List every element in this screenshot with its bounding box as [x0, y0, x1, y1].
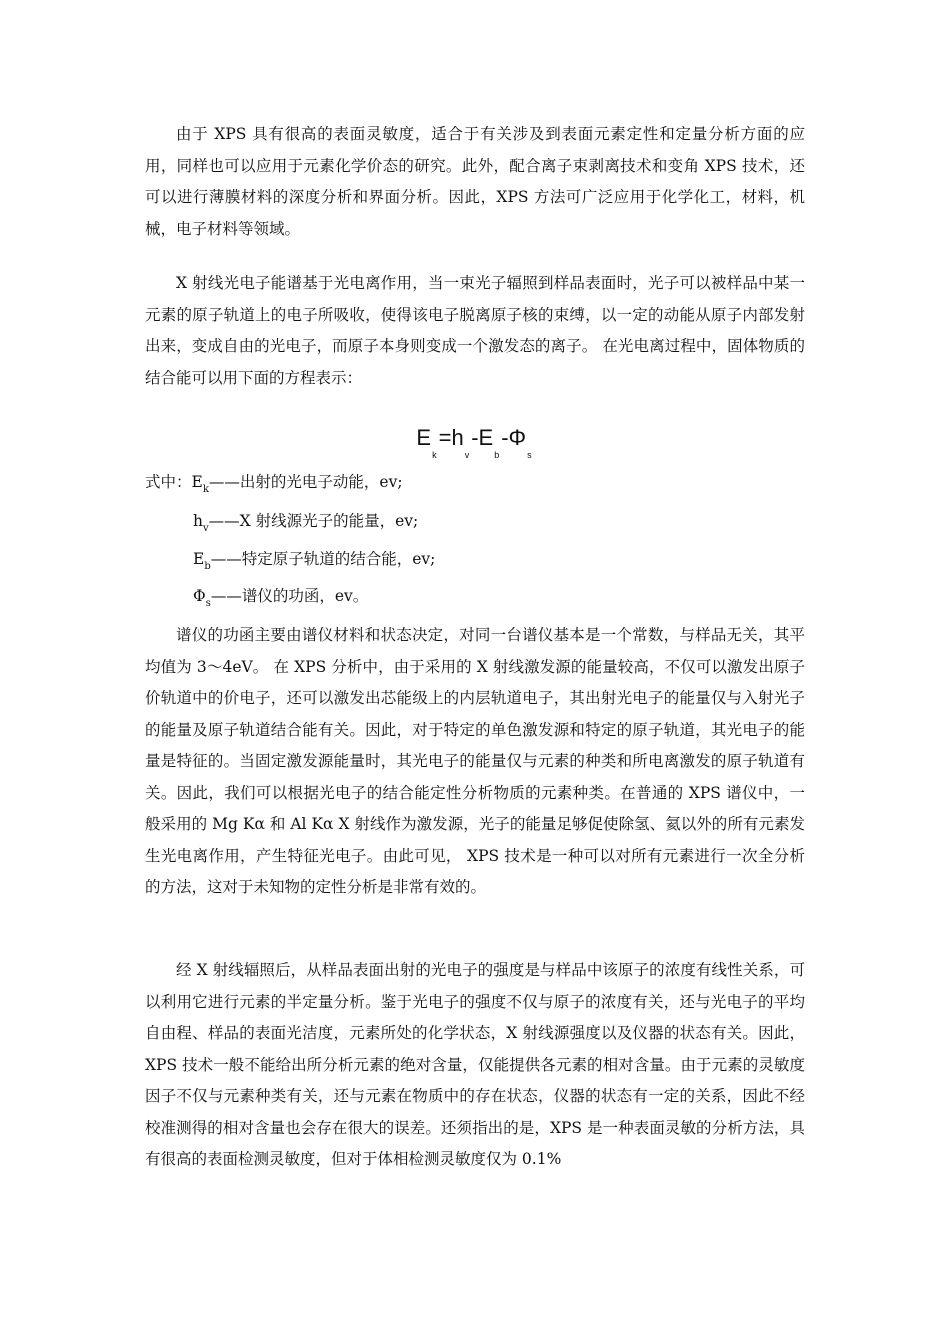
- definition-symbol: Φ: [193, 587, 206, 605]
- formula-sub-k: k: [432, 450, 437, 460]
- definition-text: ——谱仪的功函，ev。: [210, 587, 369, 605]
- definition-prefix: 式中：: [145, 473, 192, 491]
- definition-symbol: E: [193, 550, 205, 568]
- definition-symbol: E: [191, 473, 203, 491]
- definition-text: ——X 射线源光子的能量，ev;: [208, 512, 419, 530]
- definition-text: ——特定原子轨道的结合能，ev;: [210, 550, 436, 568]
- definition-hv: [193, 509, 418, 541]
- formula-sub-v: v: [464, 450, 470, 460]
- paragraph-work-function: 谱仪的功函主要由谱仪材料和状态决定，对同一台谱仪基本是一个常数，与样品无关，其平均值为 3～4eV。 在 XPS 分析中，由于采用的 X 射线激发源的能量较高，不仅可以激发出原子价轨道中的价电子，还可以激发出芯能级上的内层轨道电子，其出射光电子的能量仅与入射光子的能量及原子轨道结合能有关。因此，对于特定的单色激发源和特定的原子轨道，其光电子的能量是特征的。当固定激发源能量时，其光电子的能量仅与元素的种类和所电离激发的原子轨道有关。因此，我们可以根据光电子的结合能定性分析物质的元素种类。在普通的 XPS 谱仪中，一般采用的 Mg Kα 和 Al Kα X 射线作为激发源，光子的能量足够促使除氢、氦以外的所有元素发生光电离作用，产生特征光电子。由此可见， XPS 技术是一种可以对所有元素进行一次全分析的方法，这对于未知物的定性分析是非常有效的。: [145, 626, 805, 896]
- definition-subscript: k: [202, 484, 209, 495]
- formula-sub-s: s: [527, 450, 532, 460]
- definition-text: ——出射的光电子动能，ev;: [208, 473, 403, 491]
- definition-eb: [193, 547, 435, 579]
- formula-minus-e: -E: [471, 425, 494, 450]
- formula-eq-h: =h: [438, 425, 464, 450]
- paragraph-photoionization: X 射线光电子能谱基于光电离作用，当一束光子辐照到样品表面时，光子可以被样品中某一元素的原子轨道上的电子所吸收，使得该电子脱离原子核的束缚，以一定的动能从原子内部发射出来，变成自由的光电子，而原子本身则变成一个激发态的离子。 在光电离过程中，固体物质的结合能可以用下面的方程表示：: [145, 274, 805, 387]
- definition-subscript: s: [205, 598, 211, 609]
- definition-subscript: v: [202, 523, 209, 534]
- definition-symbol: h: [193, 512, 203, 530]
- formula-sub-b: b: [494, 450, 500, 460]
- formula-e: E: [416, 425, 432, 450]
- formula-minus-phi: -Φ: [501, 425, 527, 450]
- definition-subscript: b: [204, 561, 211, 572]
- paragraph-xps-applications: 由于 XPS 具有很高的表面灵敏度，适合于有关涉及到表面元素定性和定量分析方面的应用，同样也可以应用于元素化学价态的研究。此外，配合离子束剥离技术和变角 XPS 技术，还可以进行薄膜材料的深度分析和界面分析。因此，XPS 方法可广泛应用于化学化工，材料，机械，电子材料等领域。: [145, 125, 805, 238]
- paragraph-quantitative: 经 X 射线辐照后，从样品表面出射的光电子的强度是与样品中该原子的浓度有线性关系，可以利用它进行元素的半定量分析。鉴于光电子的强度不仅与原子的浓度有关，还与光电子的平均自由程、样品的表面光洁度，元素所处的化学状态，X 射线源强度以及仪器的状态有关。因此，XPS 技术一般不能给出所分析元素的绝对含量，仅能提供各元素的相对含量。由于元素的灵敏度因子不仅与元素种类有关，还与元素在物质中的存在状态，仪器的状态有一定的关系，因此不经校准测得的相对含量也会存在很大的误差。还须指出的是，XPS 是一种表面灵敏的分析方法，具有很高的表面检测灵敏度，但对于体相检测灵敏度仅为 0.1%: [145, 961, 805, 1168]
- binding-energy-equation: [0, 418, 950, 475]
- definition-ek: [145, 470, 403, 502]
- definition-phis: [193, 584, 368, 616]
